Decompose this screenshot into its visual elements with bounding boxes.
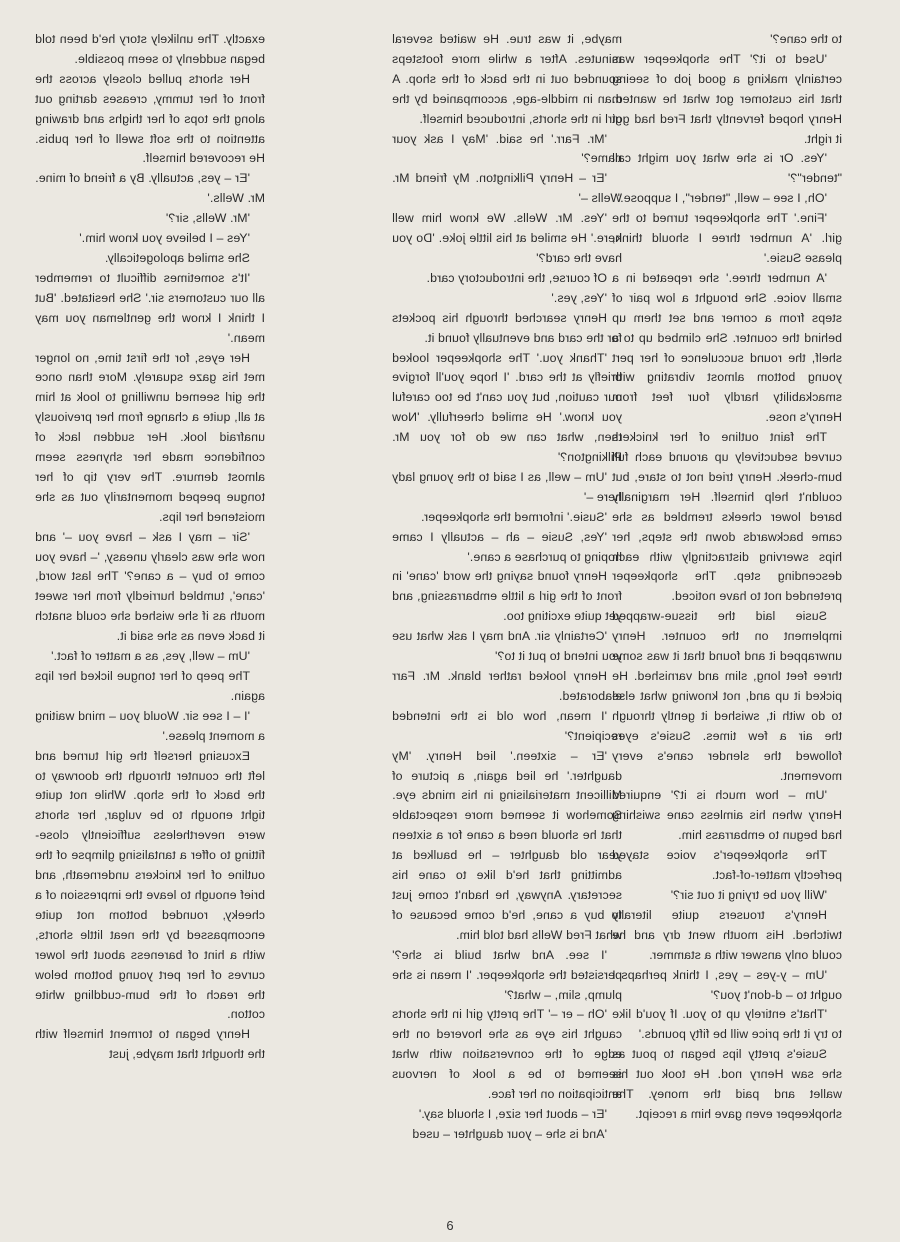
paragraph: The faint outline of her knickers curved seductively up around each full bum-cheek. Henry tried not to stare, but couldn't help himself. Her marginally bared lower cheeks trembled as she came backwards down the steps, her hips swerving distractingly with each descending step. The shopkeeper pretended not to have noticed.: [612, 430, 842, 604]
paragraph: 'A number three.' she repeated in a small voice. She brought a low pair of steps from a corner and set them up behind the counter. She climbed up to a shelf, the round succulence of her pert young bottom almost vibrating with smackability hardly four feet from Henry's nose.: [612, 270, 842, 425]
paragraph: 'I – I see sir. Would you – mind waiting a moment please.': [35, 708, 265, 743]
paragraph: Henry looked rather blank. Mr. Farr elaborated.: [392, 669, 622, 703]
paragraph: 'Mr. Wells, sir?': [165, 211, 250, 226]
paragraph: 'Yes. Or is she what you might call "tender"?': [612, 151, 842, 186]
paragraph: Henry's trousers quite literally twitched. His mouth went dry and he could only answer with a stammer.: [612, 907, 842, 962]
paragraph: 'Used to it?' The shopkeeper was certainly making a good job of seeing that his customer got what he wanted. Henry hoped fervently that Fred had got it right.: [612, 51, 842, 146]
paragraph: Henry began to torment himself with the thought that maybe, just: [35, 1027, 265, 1062]
paragraph: Henry found saying the word 'cane' in front of the girl a little embarrassing, and yet quite exciting too.: [392, 569, 622, 624]
text-column-1: [35, 30, 265, 1225]
paragraph: 'It's sometimes difficult to remember all our customers sir.' She hesitated. 'But I think I know the gentleman you may mean.': [35, 270, 265, 345]
text-column-2: [392, 30, 622, 1225]
paragraph: exactly. The unlikely story he'd been told began suddenly to seem possible.: [35, 32, 265, 66]
paragraph: Susie laid the tissue-wrapped implement on the counter. Henry unwrapped it and found that it was some three feet long, slim and varnished. He picked it up and, not knowing what else to do with it, swished it gently through the air a few times. Susie's eyes followed the slender cane's every movement.: [612, 609, 842, 783]
paragraph: Her eyes, for the first time, no longer met his gaze squarely. More than once the girl seemed unwilling to look at him at all, quite a change from her previously unafraid look. Her sudden lack of confidence made her shyness seem almost demure. The very tip of her tongue peeped momentarily out as she moistened her lips.: [35, 350, 265, 524]
paragraph: 'Mr. Farr.' he said. 'May I ask your name?': [392, 131, 622, 166]
paragraph: maybe, it was true. He waited several minutes. After a while more footsteps sounded out in the back of the shop. A man in middle-age, accompanied by the girl in the shorts, introduced himself.: [392, 32, 622, 126]
paragraph: 'Er – about her size, I should say.': [418, 1106, 607, 1121]
paragraph: 'I see. And what build is she?' persisted the shopkeeper. 'I mean is she plump, slim, – what?': [392, 947, 622, 1002]
paragraph: 'Er – sixteen.' lied Henry. 'My daughter.' he lied again, a picture of Millicent materialising in his minds eye. Somehow it seemed more respectable that he should need a cane for a sixteen year old daughter – he baulked at admitting that he'd like to cane his secretary. Anyway, he hadn't come just to buy a cane, he'd come because of what Fred Wells had told him.: [392, 748, 622, 942]
paragraph: 'Um – how much is it?' enquired Henry when his aimless cane swishing had begun to embarrass him.: [612, 788, 842, 843]
paragraph: 'Um – y-yes – yes, I think perhaps I ought to – d-don't you?': [612, 967, 842, 1002]
paragraph: Of course, the introductory card.: [426, 270, 607, 285]
paragraph: 'And is she – your daughter – used: [412, 1126, 607, 1141]
paragraph: 'Sir – may I ask – have you –' and now she was clearly uneasy, '– have you come to buy – a cane?' The last word, 'cane', tumbled hurriedly from her sweet mouth as if she wished she could snatch it back even as she said it.: [35, 529, 265, 644]
paragraph: 'I mean, how old is the intended recipient?': [392, 708, 622, 743]
paragraph: 'Certainly sir. And may I ask what use you intend to put it to?': [392, 629, 622, 664]
paragraph: 'Oh, I see – well, "tender", I suppose.': [617, 191, 827, 206]
paragraph: She smiled apologetically.: [104, 250, 250, 265]
paragraph: to the cane?': [770, 32, 842, 46]
paragraph: The peep of her tongue licked her lips again.: [35, 669, 265, 703]
paragraph: 'Um – well, as I said to the young lady here –': [392, 469, 622, 504]
paragraph: 'Um – well, yes, as a matter of fact.': [50, 649, 250, 664]
paragraph: 'Will you be trying it out sir?': [670, 887, 827, 902]
paragraph: 'Yes. Mr. Wells. We know him well here.' He smiled at his little joke. 'Do you have the card?': [392, 211, 622, 265]
paragraph: 'Yes, Susie – ah – actually I came hoping to purchase a cane.': [392, 529, 622, 564]
paragraph: 'Fine.' The shopkeeper turned to the girl. 'A number three I should think, please Susie.': [612, 211, 842, 265]
paragraph: 'Yes – I believe you know him.': [79, 231, 250, 246]
paragraph: 'Susie.' informed the shopkeeper.: [420, 509, 607, 524]
page-number: 6: [446, 1218, 454, 1233]
paragraph: The shopkeeper's voice stayed perfectly matter-of-fact.: [612, 848, 842, 883]
paragraph: Henry searched through his pockets for the card and eventually found it.: [392, 310, 622, 345]
paragraph: 'Thank you.' The shopkeeper looked briefly at the card. 'I hope you'll forgive our caution, but you can't be too careful you know.' He smiled cheerfully. 'Now then, what can we do for you Mr. Pilkington?': [392, 350, 622, 465]
paragraph: Excusing herself the girl turned and left the counter through the doorway to the back of the shop. While not quite tight enough to be vulgar, her shorts were nevertheless sufficiently close-fitting to offer a tantalising glimpse of the outline of her knickers underneath, and brief enough to leave the impression of a cheeky, rounded bottom not quite encompassed by the neat little shorts, with a hint of bareness about the lower curves of her pert young bottom below the reach of the bum-cuddling white cotton.: [35, 748, 265, 1022]
paragraph: 'Yes, yes.': [551, 290, 607, 305]
paragraph: Her shorts pulled closely across the front of her tummy, creases darting out along the tops of her thighs and drawing attention to the soft swell of her pubis. He recovered himself.: [35, 71, 265, 166]
paragraph: 'Er – yes, actually. By a friend of mine. Mr. Wells.': [35, 171, 265, 206]
paragraph: 'That's entirely up to you. If you'd like to try it the price will be fifty pounds.': [612, 1007, 842, 1042]
text-column-3: [612, 30, 842, 1225]
paragraph: 'Oh – er –' The pretty girl in the shorts caught his eye as she hovered on the edge of the conversation with what seemed to be a look of nervous anticipation on her face.: [392, 1007, 622, 1102]
paragraph: Susie's pretty lips began to pout as she saw Henry nod. He took out his wallet and paid the money. The shopkeeper even gave him a receipt.: [612, 1047, 842, 1121]
paragraph: 'Er – Henry Pilkington. My friend Mr. Wells –': [392, 171, 622, 206]
